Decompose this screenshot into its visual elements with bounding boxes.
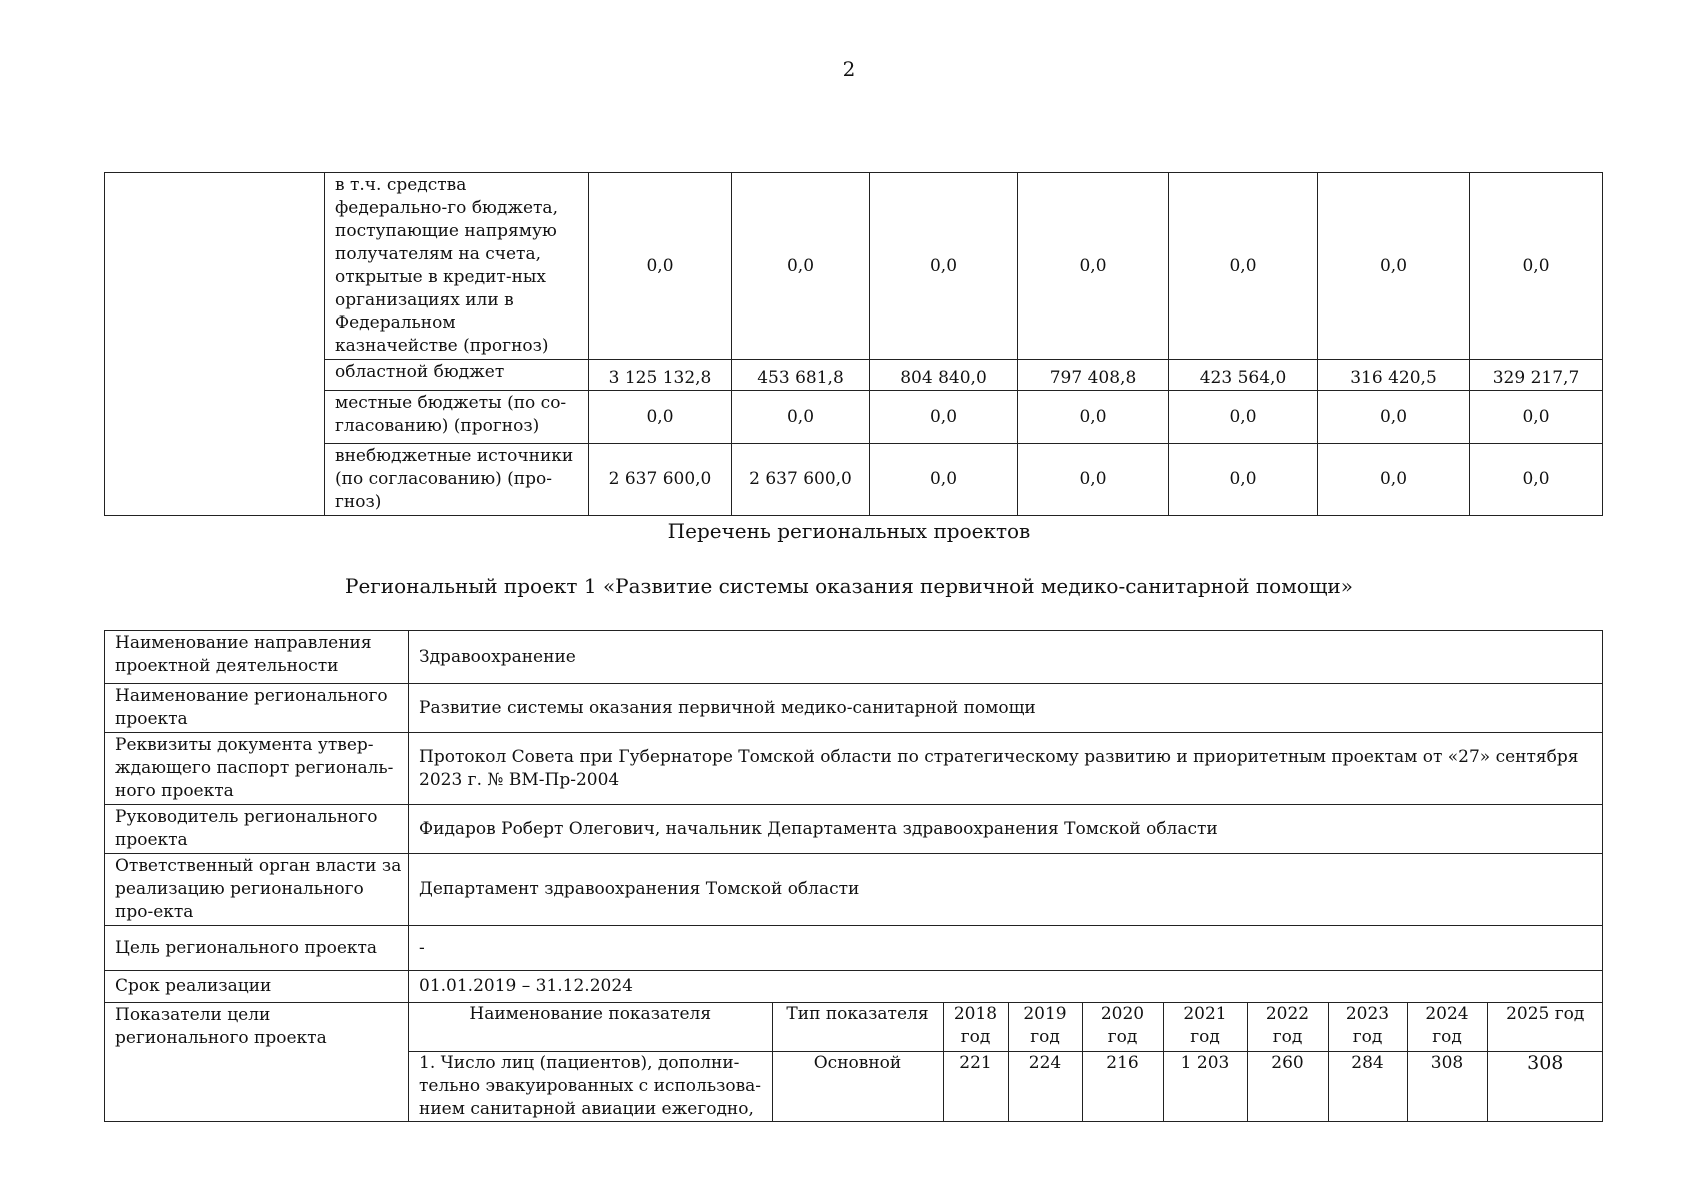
indicator-value: 224 <box>1008 1051 1082 1121</box>
year-header: 2019 год <box>1008 1003 1082 1051</box>
table-row <box>105 926 1603 971</box>
indicator-value: 216 <box>1082 1051 1163 1121</box>
value-cell: 3 125 132,8 <box>589 360 732 391</box>
value-cell: 0,0 <box>1018 391 1169 444</box>
value-cell: 2 637 600,0 <box>732 444 870 516</box>
value-cell: 797 408,8 <box>1018 360 1169 391</box>
passport-value: Здравоохранение <box>409 631 1603 684</box>
value-cell: 0,0 <box>589 173 732 360</box>
passport-label: Ответственный орган власти за реализацию регионального про-екта <box>105 854 409 926</box>
value-cell: 453 681,8 <box>732 360 870 391</box>
value-cell: 316 420,5 <box>1318 360 1470 391</box>
value-cell: 0,0 <box>870 391 1018 444</box>
table-row <box>105 631 1603 684</box>
section-heading: Перечень региональных проектов <box>667 519 1031 543</box>
table-row <box>105 684 1603 733</box>
passport-value: - <box>409 926 1603 971</box>
value-cell: 0,0 <box>1169 391 1318 444</box>
passport-label: Срок реализации <box>105 971 409 1003</box>
value-cell: 0,0 <box>732 173 870 360</box>
indicator-value: 308 <box>1487 1051 1603 1121</box>
table-row <box>105 1003 1603 1122</box>
value-cell: 2 637 600,0 <box>589 444 732 516</box>
value-cell: 0,0 <box>1318 173 1470 360</box>
passport-value: Фидаров Роберт Олегович, начальник Департамента здравоохранения Томской области <box>409 805 1603 854</box>
value-cell: 0,0 <box>1470 173 1603 360</box>
empty-cell <box>105 173 325 516</box>
value-cell: 0,0 <box>1018 444 1169 516</box>
value-cell: 329 217,7 <box>1470 360 1603 391</box>
value-cell: 0,0 <box>1318 444 1470 516</box>
project-passport-table <box>104 630 1603 1122</box>
passport-label: Наименование регионального проекта <box>105 684 409 733</box>
row-label: внебюджетные источники (по согласованию) (про-гноз) <box>325 444 589 516</box>
passport-value: Протокол Совета при Губернаторе Томской области по стратегическому развитию и приоритетным проектам от «27» сентября 2023 г. № ВМ-Пр-2004 <box>409 733 1603 805</box>
indicator-value: 308 <box>1407 1051 1487 1121</box>
table-row <box>105 854 1603 926</box>
page-number: 2 <box>842 57 856 81</box>
indicator-type-header: Тип показателя <box>772 1003 943 1051</box>
table-row <box>105 805 1603 854</box>
year-header: 2018 год <box>943 1003 1008 1051</box>
value-cell: 0,0 <box>732 391 870 444</box>
value-cell: 0,0 <box>1018 173 1169 360</box>
value-cell: 0,0 <box>589 391 732 444</box>
table-row <box>105 971 1603 1003</box>
indicator-name-header: Наименование показателя <box>409 1003 772 1051</box>
table-row <box>105 733 1603 805</box>
value-cell: 0,0 <box>870 173 1018 360</box>
year-header: 2021 год <box>1163 1003 1247 1051</box>
value-cell: 423 564,0 <box>1169 360 1318 391</box>
indicators-header-row <box>409 1003 1603 1051</box>
passport-label: Наименование направления проектной деятельности <box>105 631 409 684</box>
indicator-value: 221 <box>943 1051 1008 1121</box>
table-row <box>105 173 1603 360</box>
table-row <box>105 391 1603 444</box>
indicators-cell <box>409 1003 1603 1122</box>
passport-value: Департамент здравоохранения Томской области <box>409 854 1603 926</box>
indicators-table <box>409 1003 1603 1121</box>
indicator-value: 1 203 <box>1163 1051 1247 1121</box>
passport-label: Цель регионального проекта <box>105 926 409 971</box>
project-heading: Региональный проект 1 «Развитие системы оказания первичной медико-санитарной помощи» <box>345 574 1353 598</box>
indicator-name: 1. Число лиц (пациентов), дополни-тельно эвакуированных с использова-нием санитарной авиации ежегодно, <box>409 1051 772 1121</box>
indicator-type: Основной <box>772 1051 943 1121</box>
row-label: местные бюджеты (по со-гласованию) (прогноз) <box>325 391 589 444</box>
indicator-value: 284 <box>1328 1051 1407 1121</box>
year-header: 2022 год <box>1247 1003 1328 1051</box>
value-cell: 0,0 <box>1169 173 1318 360</box>
funding-table <box>104 172 1603 516</box>
value-cell: 0,0 <box>1470 391 1603 444</box>
value-cell: 0,0 <box>1318 391 1470 444</box>
value-cell: 0,0 <box>1470 444 1603 516</box>
value-cell: 804 840,0 <box>870 360 1018 391</box>
row-label: областной бюджет <box>325 360 589 391</box>
indicator-row <box>409 1051 1603 1121</box>
indicator-value: 260 <box>1247 1051 1328 1121</box>
value-cell: 0,0 <box>1169 444 1318 516</box>
passport-value: Развитие системы оказания первичной медико-санитарной помощи <box>409 684 1603 733</box>
passport-label: Руководитель регионального проекта <box>105 805 409 854</box>
year-header: 2024 год <box>1407 1003 1487 1051</box>
year-header: 2025 год <box>1487 1003 1603 1051</box>
table-row <box>105 360 1603 391</box>
row-label: в т.ч. средства федерально-го бюджета, поступающие напрямую получателям на счета, открытые в кредит-ных организациях или в Федеральном казначействе (прогноз) <box>325 173 589 360</box>
year-header: 2020 год <box>1082 1003 1163 1051</box>
table-row <box>105 444 1603 516</box>
passport-value: 01.01.2019 – 31.12.2024 <box>409 971 1603 1003</box>
year-header: 2023 год <box>1328 1003 1407 1051</box>
passport-label: Показатели цели регионального проекта <box>105 1003 409 1122</box>
value-cell: 0,0 <box>870 444 1018 516</box>
passport-label: Реквизиты документа утвер-ждающего паспорт региональ-ного проекта <box>105 733 409 805</box>
